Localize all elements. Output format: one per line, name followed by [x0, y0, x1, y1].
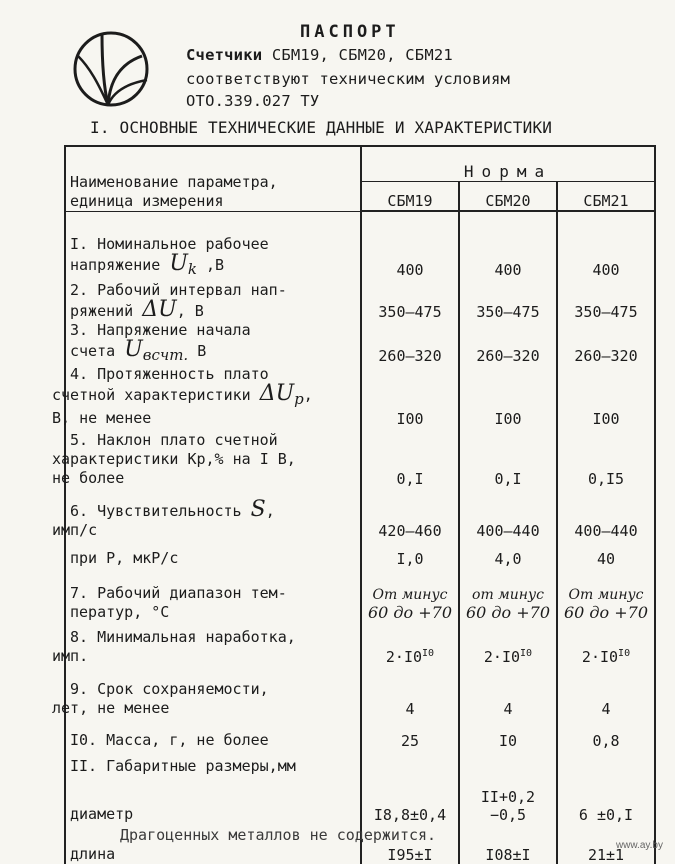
param-line: 7. Рабочий диапазон тем-: [70, 584, 287, 602]
param-cell: [52, 622, 361, 666]
param-text: счетной характеристики: [52, 386, 251, 404]
value-sbm19: 0,I: [361, 428, 459, 488]
table-row: [65, 279, 655, 321]
value-sbm19: 4: [361, 666, 459, 718]
value-line: 60 до +70: [367, 603, 453, 622]
param-line: [70, 251, 356, 279]
unit: ,: [303, 386, 313, 404]
footer-note: Драгоценных металлов не содержится.: [120, 826, 437, 844]
value-sbm21: 0,8: [557, 718, 655, 750]
param-line: [52, 381, 356, 409]
value-sbm20: [459, 622, 557, 666]
param-text: ператур,: [70, 603, 143, 621]
watermark: www.ay.by: [615, 840, 663, 851]
value-sbm19: 350–475: [361, 279, 459, 321]
table-row: [65, 750, 655, 776]
document-title: ПАСПОРТ: [300, 22, 400, 42]
param-line: характеристики Кр,% на I В,: [52, 450, 296, 468]
unit: ,: [265, 502, 275, 520]
value-sbm20: I08±I: [459, 824, 557, 864]
value-line: 60 до +70: [563, 603, 649, 622]
param-line: [70, 337, 356, 365]
param-line: [70, 497, 356, 522]
param-header-line-1: Наименование параметра,: [70, 172, 278, 191]
value-sbm21: 21±1: [557, 824, 655, 864]
value-sbm19: I8,8±0,4: [361, 776, 459, 824]
col-sbm21: СБМ21: [557, 182, 655, 212]
value-exponent: I0: [422, 648, 435, 659]
value-sbm21: [557, 750, 655, 776]
value-sbm19: [361, 750, 459, 776]
value-sbm21: [557, 568, 655, 622]
table-row: [65, 666, 655, 718]
header-line-1: [186, 46, 453, 64]
value-sbm19: 420–460: [361, 488, 459, 540]
table-header-row: [65, 146, 655, 182]
param-cell: при Р, мкР/с: [65, 540, 361, 568]
specs-table: [52, 145, 656, 864]
header-models: СБМ19, СБМ20, СБМ21: [271, 46, 453, 64]
param-line: 3. Напряжение начала: [70, 321, 251, 339]
logo-icon: [72, 28, 150, 110]
param-line: не более: [52, 469, 125, 487]
table-row: [65, 718, 655, 750]
value-sbm20: 0,I: [459, 428, 557, 488]
symbol: U: [169, 251, 188, 276]
value-exponent: I0: [618, 648, 631, 659]
param-line: 5. Наклон плато счетной: [70, 431, 278, 449]
table-row: [65, 540, 655, 568]
value-sbm20: [459, 750, 557, 776]
value-line: От минус: [372, 587, 448, 603]
param-cell: I0. Масса, г, не более: [65, 718, 361, 750]
table-row: [65, 568, 655, 622]
param-line: 4. Протяженность плато: [70, 365, 269, 383]
value-sbm21: 260–320: [557, 321, 655, 365]
param-line: [70, 297, 356, 322]
value-sbm20: 400: [459, 211, 557, 279]
value-line: 60 до +70: [465, 603, 551, 622]
value-sbm19: 400: [361, 211, 459, 279]
value-sbm19: I,0: [361, 540, 459, 568]
value-sbm21: [557, 622, 655, 666]
param-cell: II. Габаритные размеры,мм: [65, 750, 361, 776]
value-sbm19: [361, 568, 459, 622]
col-sbm20: СБМ20: [459, 182, 557, 212]
table-row: [65, 365, 655, 428]
param-cell: [65, 568, 361, 622]
header-line-2: соответствуют техническим условиям: [186, 70, 511, 88]
value-sbm19: 260–320: [361, 321, 459, 365]
value-base: 2·I0: [581, 648, 619, 666]
table-row: [65, 428, 655, 488]
value-sbm21: I00: [557, 365, 655, 428]
norma-header: Норма: [361, 146, 655, 182]
value-sbm19: 25: [361, 718, 459, 750]
symbol: ΔU: [259, 381, 295, 406]
value-sbm21: 400–440: [557, 488, 655, 540]
value-sbm19: I95±I: [361, 824, 459, 864]
value-line: От минус: [568, 587, 644, 603]
param-cell: [52, 666, 361, 718]
symbol: S: [250, 497, 266, 522]
param-line: 9. Срок сохраняемости,: [70, 680, 269, 698]
value-sbm20: I0: [459, 718, 557, 750]
value-sbm21: 350–475: [557, 279, 655, 321]
unit: °С: [151, 603, 170, 621]
param-text: ряжений: [70, 302, 134, 320]
symbol-sub: всчт.: [142, 346, 189, 364]
value-sbm20: 350–475: [459, 279, 557, 321]
param-line: 2. Рабочий интервал нап-: [70, 281, 287, 299]
param-line: имп/с: [52, 521, 98, 539]
value-sbm20: 260–320: [459, 321, 557, 365]
value-sbm21: 6 ±0,I: [557, 776, 655, 824]
value-sbm21: 400: [557, 211, 655, 279]
value-sbm20: 400–440: [459, 488, 557, 540]
header-counters-word: Счетчики: [186, 46, 263, 64]
value-line: от минус: [472, 587, 544, 603]
param-line: I. Номинальное рабочее: [70, 235, 269, 253]
param-cell: [65, 279, 361, 321]
value-sbm19: [361, 622, 459, 666]
param-cell: [52, 488, 361, 540]
value-sbm20: I00: [459, 365, 557, 428]
value-sbm20: 4: [459, 666, 557, 718]
param-header: [65, 146, 361, 211]
table-row: [65, 211, 655, 279]
value-sbm20: [459, 568, 557, 622]
param-cell: [52, 428, 361, 488]
param-cell: [65, 321, 361, 365]
symbol-sub: p: [294, 390, 304, 408]
header-line-3: ОТО.339.027 ТУ: [186, 92, 320, 110]
table-row: [65, 321, 655, 365]
param-header-line-2: единица измерения: [70, 191, 224, 210]
param-cell: [65, 211, 361, 279]
param-cell: диаметр: [65, 776, 361, 824]
value-exponent: I0: [520, 648, 533, 659]
value-sbm20: 4,0: [459, 540, 557, 568]
unit: ,В: [206, 256, 225, 274]
param-text: счета: [70, 342, 116, 360]
param-line: имп.: [52, 647, 89, 665]
symbol: U: [124, 337, 143, 362]
table-row: [65, 488, 655, 540]
param-cell: [52, 365, 361, 428]
value-sbm21: 4: [557, 666, 655, 718]
value-sbm20: II+0,2 −0,5: [459, 776, 557, 824]
col-sbm19: СБМ19: [361, 182, 459, 212]
value-sbm21: 0,I5: [557, 428, 655, 488]
value-sbm19: I00: [361, 365, 459, 428]
symbol: ΔU: [142, 297, 177, 322]
table-row: [65, 622, 655, 666]
param-text: напряжение: [70, 256, 161, 274]
table-row: [65, 776, 655, 824]
param-cell: длина: [65, 824, 361, 864]
param-line: В, не менее: [52, 409, 152, 427]
unit: , В: [176, 302, 204, 320]
symbol-sub: k: [187, 260, 197, 278]
value-base: 2·I0: [483, 648, 521, 666]
value-base: 2·I0: [385, 648, 423, 666]
value-sbm21: 40: [557, 540, 655, 568]
param-line: [70, 603, 356, 622]
unit: В: [197, 342, 207, 360]
param-line: 8. Минимальная наработка,: [70, 628, 296, 646]
section-title: I. ОСНОВНЫЕ ТЕХНИЧЕСКИЕ ДАННЫЕ И ХАРАКТЕРИСТИКИ: [90, 118, 553, 137]
param-line: лет, не менее: [52, 699, 170, 717]
param-text: 6. Чувствительность: [70, 502, 242, 520]
